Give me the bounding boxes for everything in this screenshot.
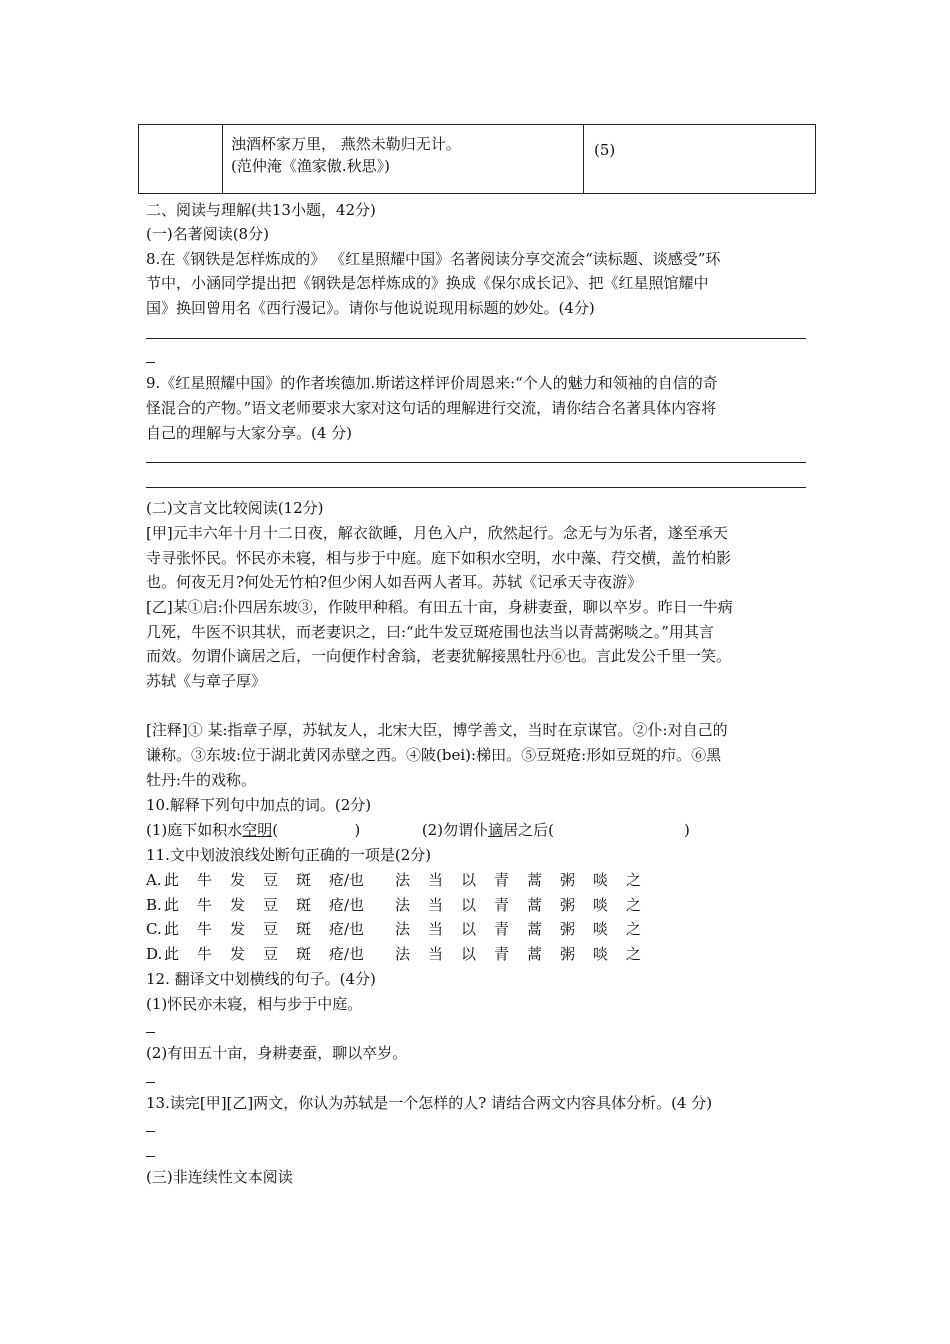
q11-option[interactable]: [146, 942, 659, 966]
option-char: 法: [395, 945, 411, 963]
option-char: 以: [461, 896, 477, 914]
option-char: 当: [428, 945, 444, 963]
option-char: 以: [461, 920, 477, 938]
option-char: 此: [164, 920, 180, 938]
option-char: 粥: [560, 871, 576, 889]
score-label: (5): [594, 141, 616, 159]
answer-dash: [146, 1082, 155, 1083]
notes-line: 牡丹:牛的戏称。: [146, 771, 257, 789]
q8-line: 8.在《钢铁是怎样炼成的》 《红星照耀中国》名著阅读分享交流会“读标题、谈感受”环: [146, 250, 721, 268]
option-char: 豆: [263, 896, 279, 914]
option-char: 疮/也: [329, 896, 365, 914]
option-char: 法: [395, 920, 411, 938]
option-char: 此: [164, 896, 180, 914]
option-char: 法: [395, 871, 411, 889]
option-char: 以: [461, 945, 477, 963]
option-label: D.: [146, 945, 163, 963]
q10-item1-blank[interactable]: ( ): [272, 821, 361, 839]
q9-line: 自己的理解与大家分享。(4 分): [146, 424, 353, 442]
option-char: 疮/也: [329, 945, 365, 963]
option-char: 之: [626, 896, 642, 914]
passage-yi-line: 而效。勿谓仆谪居之后，一向便作村舍翁，老妻犹解接黑牡丹⑥也。言此发公千里一笑。: [146, 647, 732, 665]
q12-title: 12. 翻译文中划横线的句子。(4分): [146, 970, 376, 988]
option-char: 豆: [263, 871, 279, 889]
q12-item1: (1)怀民亦未寝，相与步于中庭。: [146, 995, 363, 1013]
option-label: C.: [146, 920, 162, 938]
q9-line: 怪混合的产物。”语文老师要求大家对这句话的理解进行交流，请你结合名著具体内容将: [146, 399, 717, 417]
table-row: [139, 125, 816, 194]
option-char: 啖: [593, 945, 609, 963]
poem-source: (范仲淹《渔家傲.秋思》): [231, 157, 390, 175]
q13-title: 13.读完[甲][乙]两文，你认为苏轼是一个怎样的人? 请结合两文内容具体分析。(4 分): [146, 1094, 713, 1112]
option-char: 斑: [296, 871, 312, 889]
q12-item2: (2)有田五十亩，身耕妻蚕，聊以卒岁。: [146, 1044, 408, 1062]
table-cell-score: [584, 125, 816, 194]
option-char: 此: [164, 871, 180, 889]
passage-jia-line: [甲]元丰六年十月十二日夜，解衣欲睡，月色入户，欣然起行。念无与为乐者，遂至承天: [146, 524, 728, 542]
passage-jia-line: 寺寻张怀民。怀民亦未寝，相与步于中庭。庭下如积水空明，水中藻、荇交横，盖竹柏影: [146, 549, 732, 567]
q9-line: 9.《红星照耀中国》的作者埃德加.斯诺这样评价周恩来:“个人的魅力和领袖的自信的奇: [146, 374, 718, 392]
q10-item2-pre: (2)勿谓仆: [421, 821, 489, 839]
answer-line[interactable]: [146, 338, 806, 339]
option-char: 之: [626, 945, 642, 963]
option-char: 豆: [263, 945, 279, 963]
q11-title: 11.文中划波浪线处断句正确的一项是(2分): [146, 846, 432, 864]
notes-line: [注释]① 某:指章子厚，苏轼友人，北宋大臣，博学善文，当时在京谋官。②仆:对自己的: [146, 721, 728, 739]
option-char: 此: [164, 945, 180, 963]
option-char: 斑: [296, 920, 312, 938]
option-char: 发: [230, 896, 246, 914]
option-char: 牛: [197, 920, 213, 938]
option-char: 当: [428, 920, 444, 938]
answer-line[interactable]: [146, 462, 806, 463]
option-char: 蒿: [527, 871, 543, 889]
notes-line: 谦称。③东坡:位于湖北黄冈赤壁之西。④陂(bei):梯田。⑤豆斑疮:形如豆斑的疖。⑥黑: [146, 746, 722, 764]
answer-table: [138, 124, 816, 194]
section-title: 二、阅读与理解(共13小题，42分): [146, 201, 376, 219]
option-char: 青: [494, 945, 510, 963]
subsection-title-classics: (一)名著阅读(8分): [146, 225, 269, 243]
option-label: B.: [146, 896, 162, 914]
option-char: 青: [494, 871, 510, 889]
poem-line: 浊酒杯家万里， 燕然未勒归无计。: [231, 135, 461, 153]
option-char: 法: [395, 896, 411, 914]
option-char: 发: [230, 871, 246, 889]
passage-yi-line: 苏轼《与章子厚》: [146, 672, 267, 690]
passage-yi-line: 几死，牛医不识其状，而老妻识之，曰:“此牛发豆斑疮围也法当以青蒿粥啖之。”用其言: [146, 623, 714, 641]
q10-item2-end: ): [683, 821, 690, 839]
option-char: 疮/也: [329, 920, 365, 938]
option-label: A.: [146, 871, 162, 889]
q10-item1-word: 空明: [242, 821, 273, 839]
q8-line: 国》换回曾用名《西行漫记》。请你与他说说现用标题的妙处。(4分): [146, 299, 595, 317]
answer-dash: [146, 1156, 155, 1157]
option-char: 蒿: [527, 920, 543, 938]
passage-jia-line: 也。何夜无月?何处无竹柏?但少闲人如吾两人者耳。苏轼《记承天寺夜游》: [146, 573, 643, 591]
q10-item1-pre: (1)庭下如积水: [146, 821, 243, 839]
option-char: 斑: [296, 945, 312, 963]
option-char: 啖: [593, 896, 609, 914]
q11-option[interactable]: [146, 893, 659, 917]
option-char: 牛: [197, 871, 213, 889]
table-cell-empty: [139, 125, 223, 194]
table-cell-poem: [223, 125, 584, 194]
q11-option[interactable]: [146, 917, 659, 941]
q10-item2-post: 居之后(: [503, 821, 554, 839]
option-char: 当: [428, 896, 444, 914]
q10-items: [146, 818, 690, 842]
option-char: 蒿: [527, 896, 543, 914]
option-char: 蒿: [527, 945, 543, 963]
option-char: 啖: [593, 871, 609, 889]
option-char: 粥: [560, 920, 576, 938]
option-char: 之: [626, 871, 642, 889]
subsection-title-classical: (二)文言文比较阅读(12分): [146, 499, 324, 517]
answer-dash: [146, 1131, 155, 1132]
option-char: 之: [626, 920, 642, 938]
option-char: 发: [230, 945, 246, 963]
passage-yi-line: [乙]某①启:仆四居东坡③，作陂甲种稻。有田五十亩，身耕妻蚕，聊以卒岁。昨日一牛病: [146, 598, 733, 616]
option-char: 粥: [560, 896, 576, 914]
option-char: 豆: [263, 920, 279, 938]
option-char: 疮/也: [329, 871, 365, 889]
option-char: 发: [230, 920, 246, 938]
q10-title: 10.解释下列句中加点的词。(2分): [146, 796, 372, 814]
answer-dash: [146, 1032, 155, 1033]
subsection-title-nontext: (三)非连续性文本阅读: [146, 1168, 293, 1186]
answer-line[interactable]: [146, 487, 806, 488]
option-char: 当: [428, 871, 444, 889]
option-char: 青: [494, 896, 510, 914]
answer-dash: [146, 362, 155, 363]
option-char: 青: [494, 920, 510, 938]
q8-line: 节中，小涵同学提出把《钢铁是怎样炼成的》换成《保尔成长记》、把《红星照馆耀中: [146, 274, 709, 292]
option-char: 以: [461, 871, 477, 889]
option-char: 啖: [593, 920, 609, 938]
option-char: 牛: [197, 945, 213, 963]
option-char: 牛: [197, 896, 213, 914]
q11-option[interactable]: [146, 868, 659, 892]
q10-item2-word: 谪: [488, 821, 504, 839]
option-char: 斑: [296, 896, 312, 914]
option-char: 粥: [560, 945, 576, 963]
